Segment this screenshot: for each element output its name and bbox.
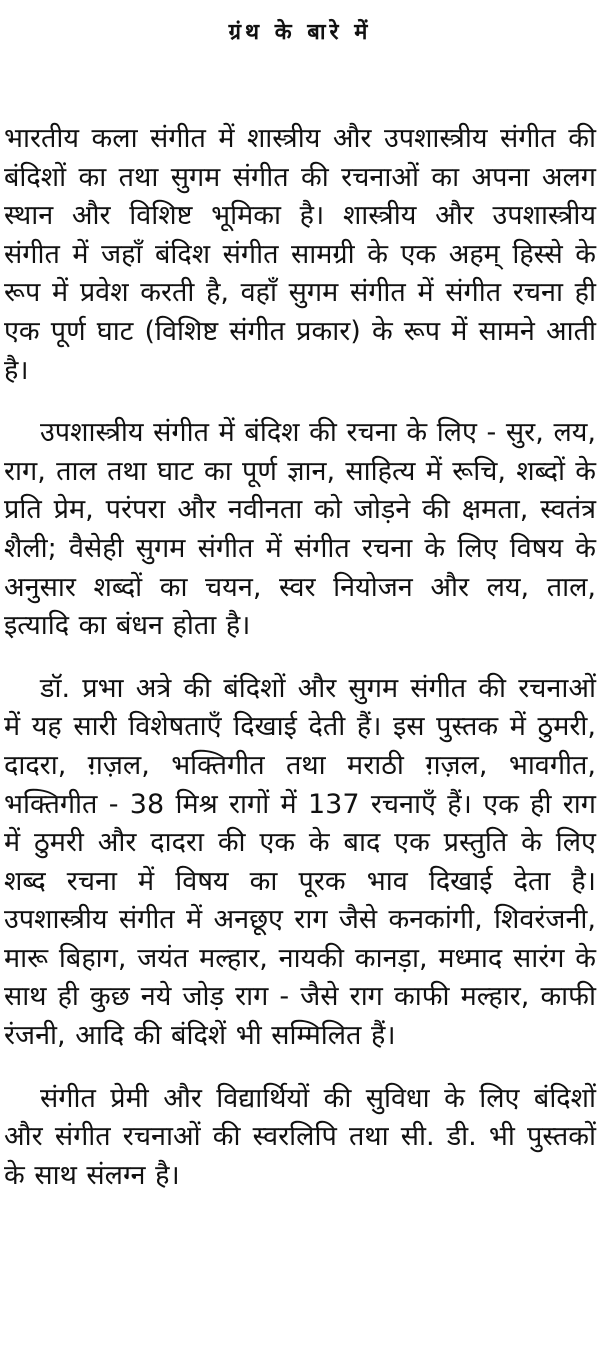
paragraph-4: संगीत प्रेमी और विद्यार्थियों की सुविधा के लिए बंदिशों और संगीत रचनाओं की स्वरलिपि तथा सी. डी. भी पुस्तकों के साथ संलग्न है। — [4, 1082, 596, 1191]
page-title: ग्रंथ के बारे में — [228, 20, 372, 45]
paragraph-3: डॉ. प्रभा अत्रे की बंदिशों और सुगम संगीत की रचनाओं में यह सारी विशेषताएँ दिखाई देती हैं। इस पुस्तक में ठुमरी, दादरा, ग़ज़ल, भक्तिगीत तथा मराठी ग़ज़ल, भावगीत, भक्तिगीत - 38 मिश्र रागों में 137 रचनाएँ हैं। एक ही राग में ठुमरी और दादरा की एक के बाद एक प्रस्तुति के लिए शब्द रचना में विषय का पूरक भाव दिखाई देता है। उपशास्त्रीय संगीत में अनछूए राग जैसे कनकांगी, शिवरंजनी, मारू बिहाग, जयंत मल्हार, नायकी कानड़ा, मध्माद सारंग के साथ ही कुछ नये जोड़ राग - जैसे राग काफी मल्हार, काफी रंजनी, आदि की बंदिशें भी सम्मिलित हैं। — [4, 672, 596, 1052]
paragraph-2: उपशास्त्रीय संगीत में बंदिश की रचना के लिए - सुर, लय, राग, ताल तथा घाट का पूर्ण ज्ञान, साहित्य में रूचि, शब्दों के प्रति प्रेम, परंपरा और नवीनता को जोड़ने की क्षमता, स्वतंत्र शैली; वैसेही सुगम संगीत में संगीत रचना के लिए विषय के अनुसार शब्दों का चयन, स्वर नियोजन और लय, ताल, इत्यादि का बंधन होता है। — [4, 417, 596, 642]
paragraph-1: भारतीय कला संगीत में शास्त्रीय और उपशास्त्रीय संगीत की बंदिशों का तथा सुगम संगीत की रचनाओं का अपना अलग स्थान और विशिष्ट भूमिका है। शास्त्रीय और उपशास्त्रीय संगीत में जहाँ बंदिश संगीत सामग्री के एक अहम् हिस्से के रूप में प्रवेश करती है, वहाँ सुगम संगीत में संगीत रचना ही एक पूर्ण घाट (विशिष्ट संगीत प्रकार) के रूप में सामने आती है। — [4, 123, 596, 386]
